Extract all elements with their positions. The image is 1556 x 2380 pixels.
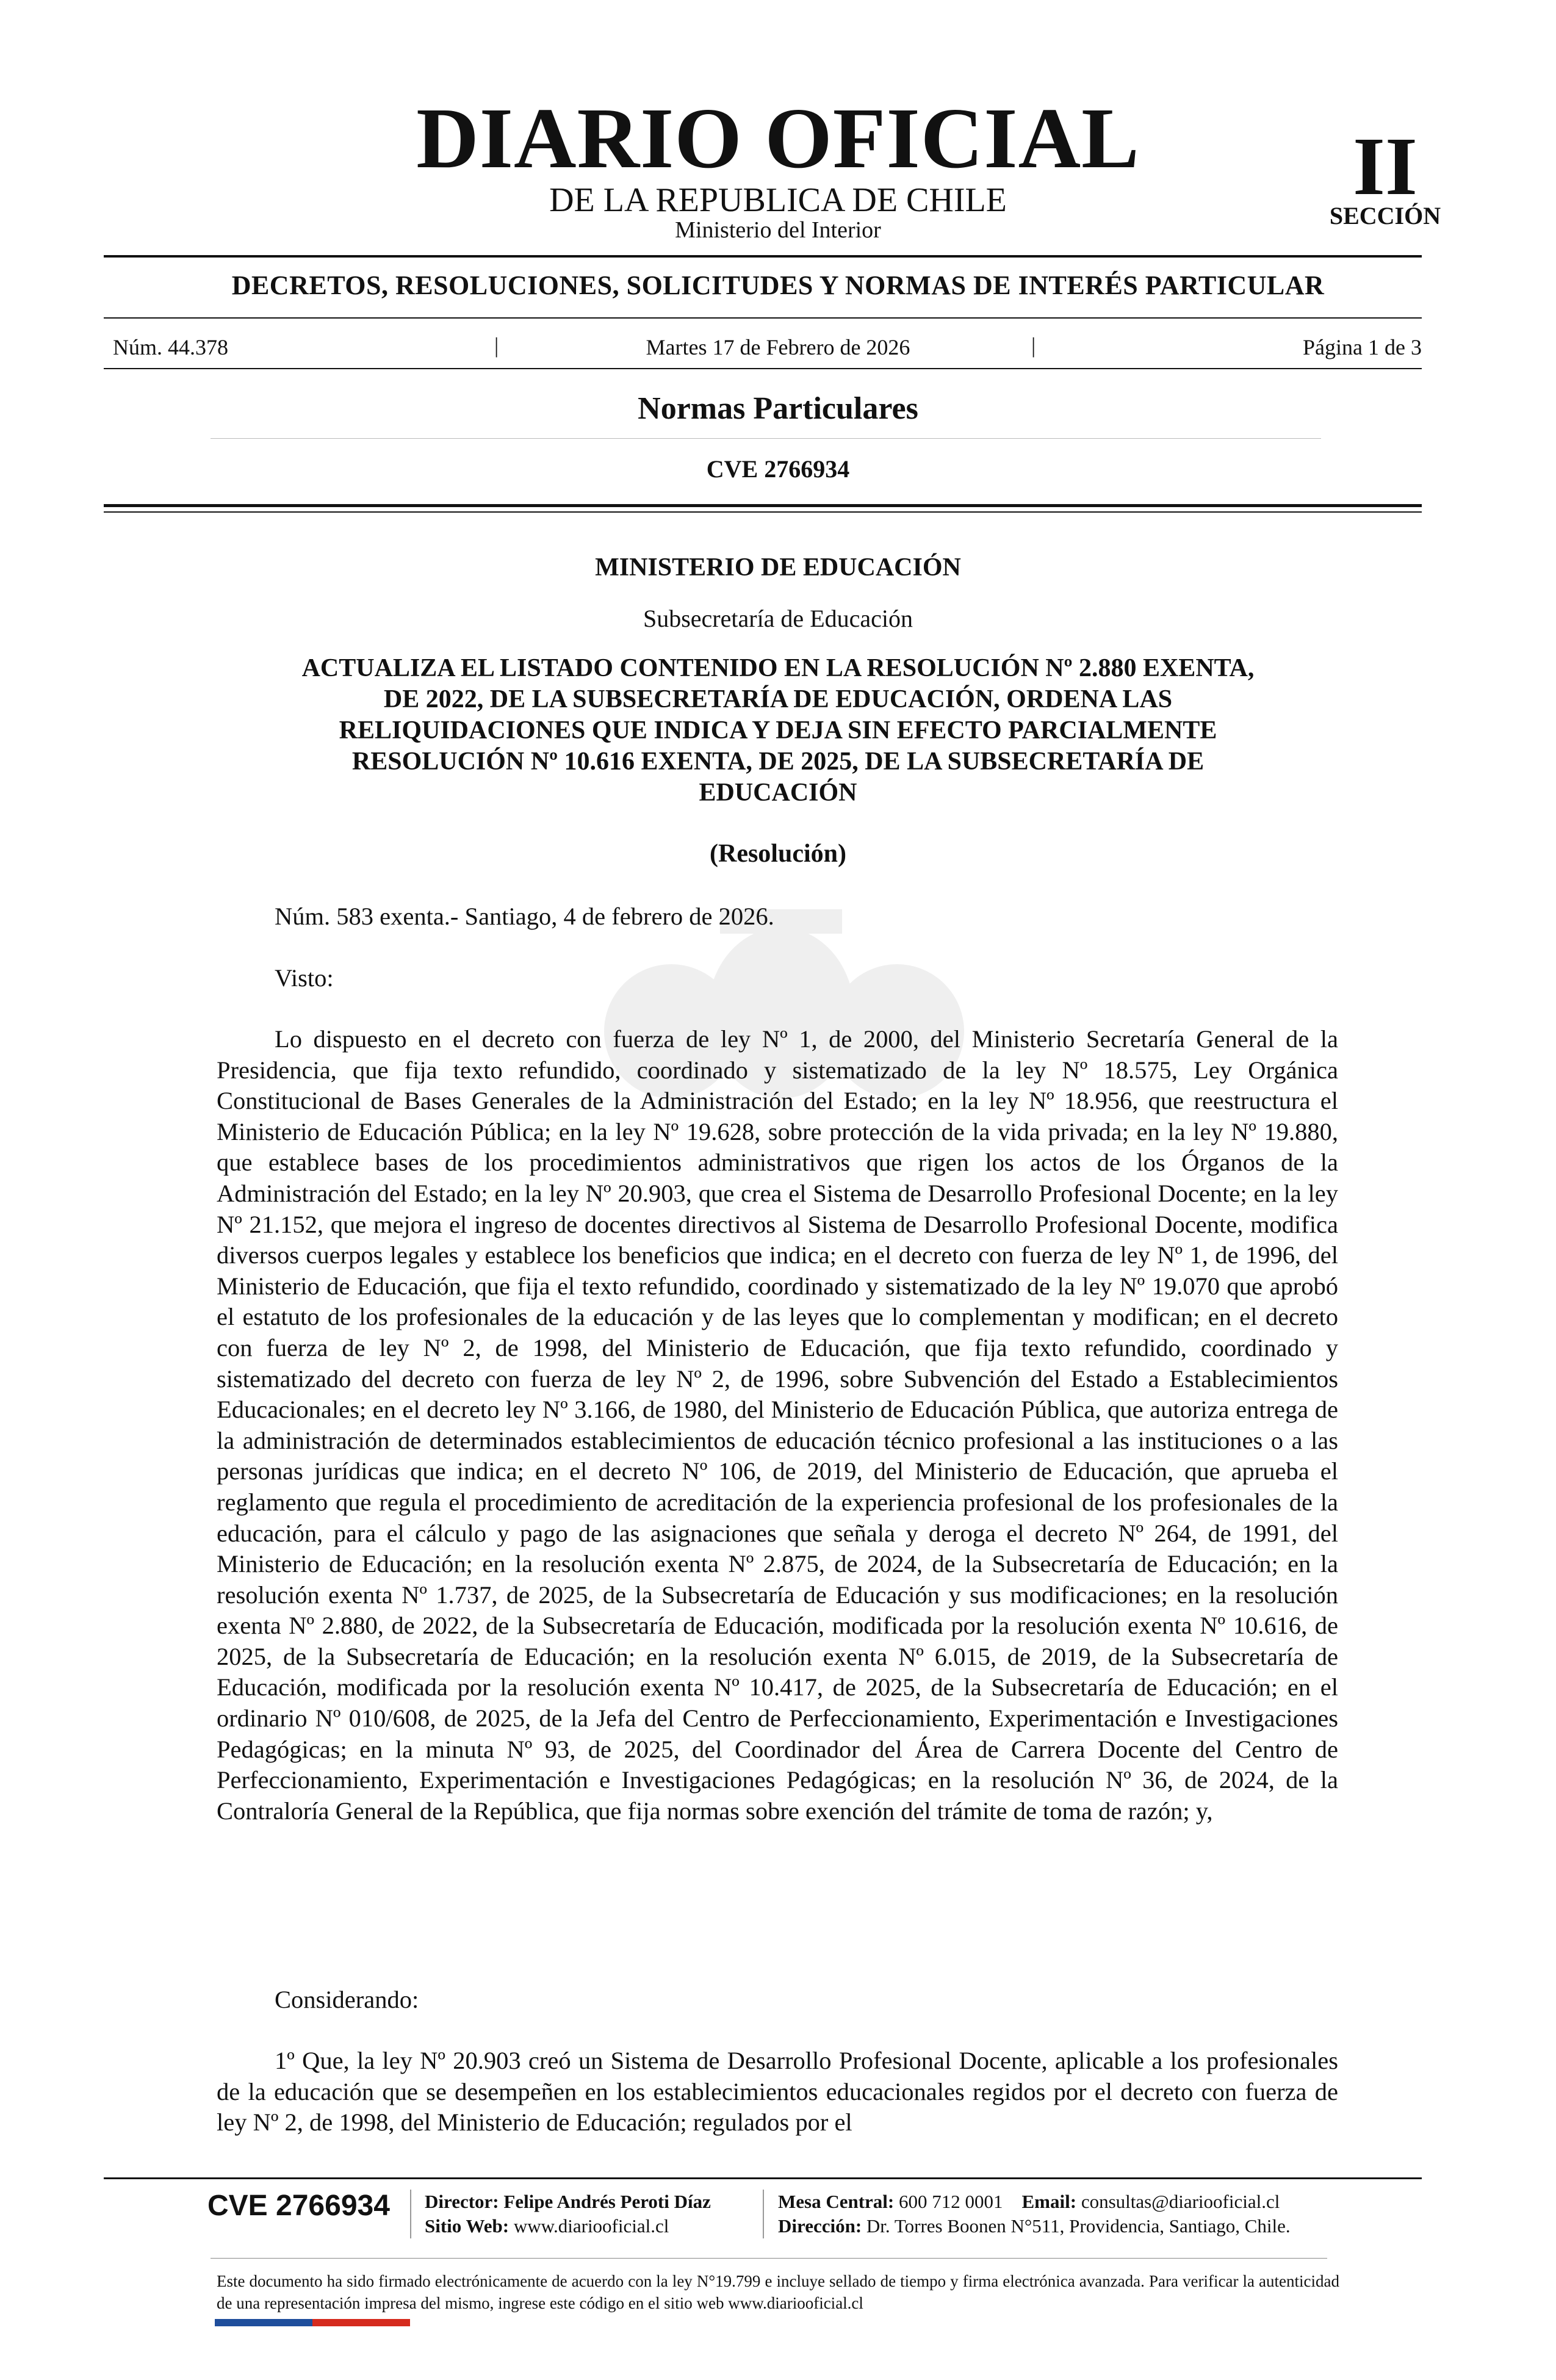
footer-divider-1 <box>410 2190 411 2238</box>
footer-contact <box>778 2190 1291 2238</box>
resolution-title <box>220 653 1336 809</box>
legal-notice: Este documento ha sido firmado electrónicamente de acuerdo con la ley N°19.799 e incluye sellado de tiempo y firma electrónica avanzada. Para verificar la autenticidad de una representación impresa del mismo, ingrese este código en el sitio web www.diariooficial.cl <box>217 2272 1339 2312</box>
issue-number: Núm. 44.378 <box>113 335 228 359</box>
email-label: Email: <box>1021 2191 1077 2212</box>
address-text: Dr. Torres Boonen N°511, Providencia, Santiago, Chile. <box>866 2215 1291 2237</box>
masthead-subtitle: DE LA REPUBLICA DE CHILE <box>549 181 1007 219</box>
cve-code: CVE 2766934 <box>706 455 850 483</box>
meta-separator-2: | <box>1031 333 1036 358</box>
footer-divider-2 <box>763 2190 764 2238</box>
considerando-label: Considerando: <box>275 1986 419 2013</box>
section-number: II <box>1353 121 1417 212</box>
meta-rule <box>104 368 1422 369</box>
phone-label: Mesa Central: <box>778 2191 895 2212</box>
band-rule <box>104 317 1422 319</box>
footer-director <box>425 2190 711 2238</box>
cve-rule-top <box>104 504 1422 507</box>
band-heading: DECRETOS, RESOLUCIONES, SOLICITUDES Y NORMAS DE INTERÉS PARTICULAR <box>231 270 1325 300</box>
website-link[interactable]: www.diariooficial.cl <box>513 2215 669 2237</box>
masthead-title: DIARIO OFICIAL <box>416 90 1140 186</box>
visto-label: Visto: <box>275 964 334 992</box>
section-title-underline <box>211 438 1321 439</box>
meta-separator-1: | <box>494 333 499 358</box>
page-indicator: Página 1 de 3 <box>1303 335 1422 359</box>
director-label: Director: <box>425 2191 499 2212</box>
footer-cve-code: CVE 2766934 <box>207 2190 390 2222</box>
address-label: Dirección: <box>778 2215 862 2237</box>
masthead-rule <box>104 255 1422 258</box>
considerando-paragraph-1: 1º Que, la ley Nº 20.903 creó un Sistema de Desarrollo Profesional Docente, aplicable a los profesionales de la educación que se desempeñen en los establecimientos educacionales regidos por el decreto con fuerza de ley Nº 2, de 1998, del Ministerio de Educación; regulados por el <box>217 2047 1338 2137</box>
director-name: Felipe Andrés Peroti Díaz <box>503 2191 711 2212</box>
phone-number: 600 712 0001 <box>899 2191 1003 2212</box>
resolution-title-line: RELIQUIDACIONES QUE INDICA Y DEJA SIN EFECTO PARCIALMENTE <box>339 716 1217 745</box>
resolution-title-line: RESOLUCIÓN Nº 10.616 EXENTA, DE 2025, DE LA SUBSECRETARÍA DE <box>351 748 1205 776</box>
document-subsecretaria: Subsecretaría de Educación <box>643 605 913 632</box>
resolution-number-date: Núm. 583 exenta.- Santiago, 4 de febrero de 2026. <box>275 903 774 930</box>
resolution-kind: (Resolución) <box>710 840 846 868</box>
website-label: Sitio Web: <box>425 2215 510 2237</box>
footer-rule <box>104 2177 1422 2179</box>
resolution-title-line: ACTUALIZA EL LISTADO CONTENIDO EN LA RESOLUCIÓN Nº 2.880 EXENTA, <box>301 654 1255 682</box>
visto-body: Lo dispuesto en el decreto con fuerza de ley Nº 1, de 2000, del Ministerio Secretaría General de la Presidencia, que fija texto refundido, coordinado y sistematizado de la ley Nº 18.575, Ley Orgánica Constitucional de Bases Generales de la Administración del Estado; en la ley Nº 18.956, que reestructura el Ministerio de Educación Pública; en la ley Nº 19.628, sobre protección de la vida privada; en la ley Nº 19.880, que establece bases de los procedimientos administrativos que rigen los actos de los Órganos de la Administración del Estado; en la ley Nº 20.903, que crea el Sistema de Desarrollo Profesional Docente; en la ley Nº 21.152, que mejora el ingreso de docentes directivos al Sistema de Desarrollo Profesional Docente, modifica diversos cuerpos legales y establece los beneficios que indica; en el decreto con fuerza de ley Nº 1, de 1996, del Ministerio de Educación, que fija el texto refundido, coordinado y sistematizado de la ley Nº 19.070 que aprobó el estatuto de los profesionales de la educación y de las leyes que lo complementan y modifican; en el decreto con fuerza de ley Nº 2, de 1998, del Ministerio de Educación, que fija texto refundido, coordinado y sistematizado del decreto con fuerza de ley Nº 2, de 1996, sobre Subvención del Estado a Establecimientos Educacionales; en el decreto ley Nº 3.166, de 1980, del Ministerio de Educación Pública, que autoriza entrega de la administración de determinados establecimientos de educación técnico profesional a las instituciones o a las personas jurídicas que indica; en el decreto Nº 106, de 2019, del Ministerio de Educación, que aprueba el reglamento que regula el procedimiento de acreditación de la experiencia profesional de los profesionales de la educación, para el cálculo y pago de las asignaciones que señala y deroga el decreto Nº 264, de 1991, del Ministerio de Educación; en la resolución exenta Nº 2.875, de 2024, de la Subsecretaría de Educación; en la resolución exenta Nº 1.737, de 2025, de la Subsecretaría de Educación y sus modificaciones; en la resolución exenta Nº 2.880, de 2022, de la Subsecretaría de Educación, modificada por la resolución exenta Nº 10.616, de 2025, de la Subsecretaría de Educación; en la resolución exenta Nº 6.015, de 2019, de la Subsecretaría de Educación, modificada por la resolución exenta Nº 10.417, de 2025, de la Subsecretaría de Educación; en el ordinario Nº 010/608, de 2025, de la Jefa del Centro de Perfeccionamiento, Experimentación e Investigaciones Pedagógicas; en la minuta Nº 93, de 2025, del Coordinador del Área de Carrera Docente del Centro de Perfeccionamiento, Experimentación e Investigaciones Pedagógicas; en la resolución Nº 36, de 2024, de la Contraloría General de la República, que fija normas sobre exención del trámite de toma de razón; y, <box>217 1025 1338 1825</box>
email-link[interactable]: consultas@diariooficial.cl <box>1081 2191 1280 2212</box>
masthead-ministry: Ministerio del Interior <box>675 217 881 243</box>
document-ministry: MINISTERIO DE EDUCACIÓN <box>595 554 961 582</box>
resolution-title-line: DE 2022, DE LA SUBSECRETARÍA DE EDUCACIÓN, ORDENA LAS <box>383 685 1173 713</box>
legal-rule <box>211 2258 1327 2259</box>
section-title: Normas Particulares <box>638 391 918 426</box>
section-label: SECCIÓN <box>1329 202 1441 229</box>
cve-rule-bottom <box>104 511 1422 513</box>
resolution-title-line: EDUCACIÓN <box>699 779 857 807</box>
flag-stripe-blue <box>215 2319 312 2326</box>
flag-stripe-red <box>312 2319 410 2326</box>
issue-date: Martes 17 de Febrero de 2026 <box>646 335 910 359</box>
